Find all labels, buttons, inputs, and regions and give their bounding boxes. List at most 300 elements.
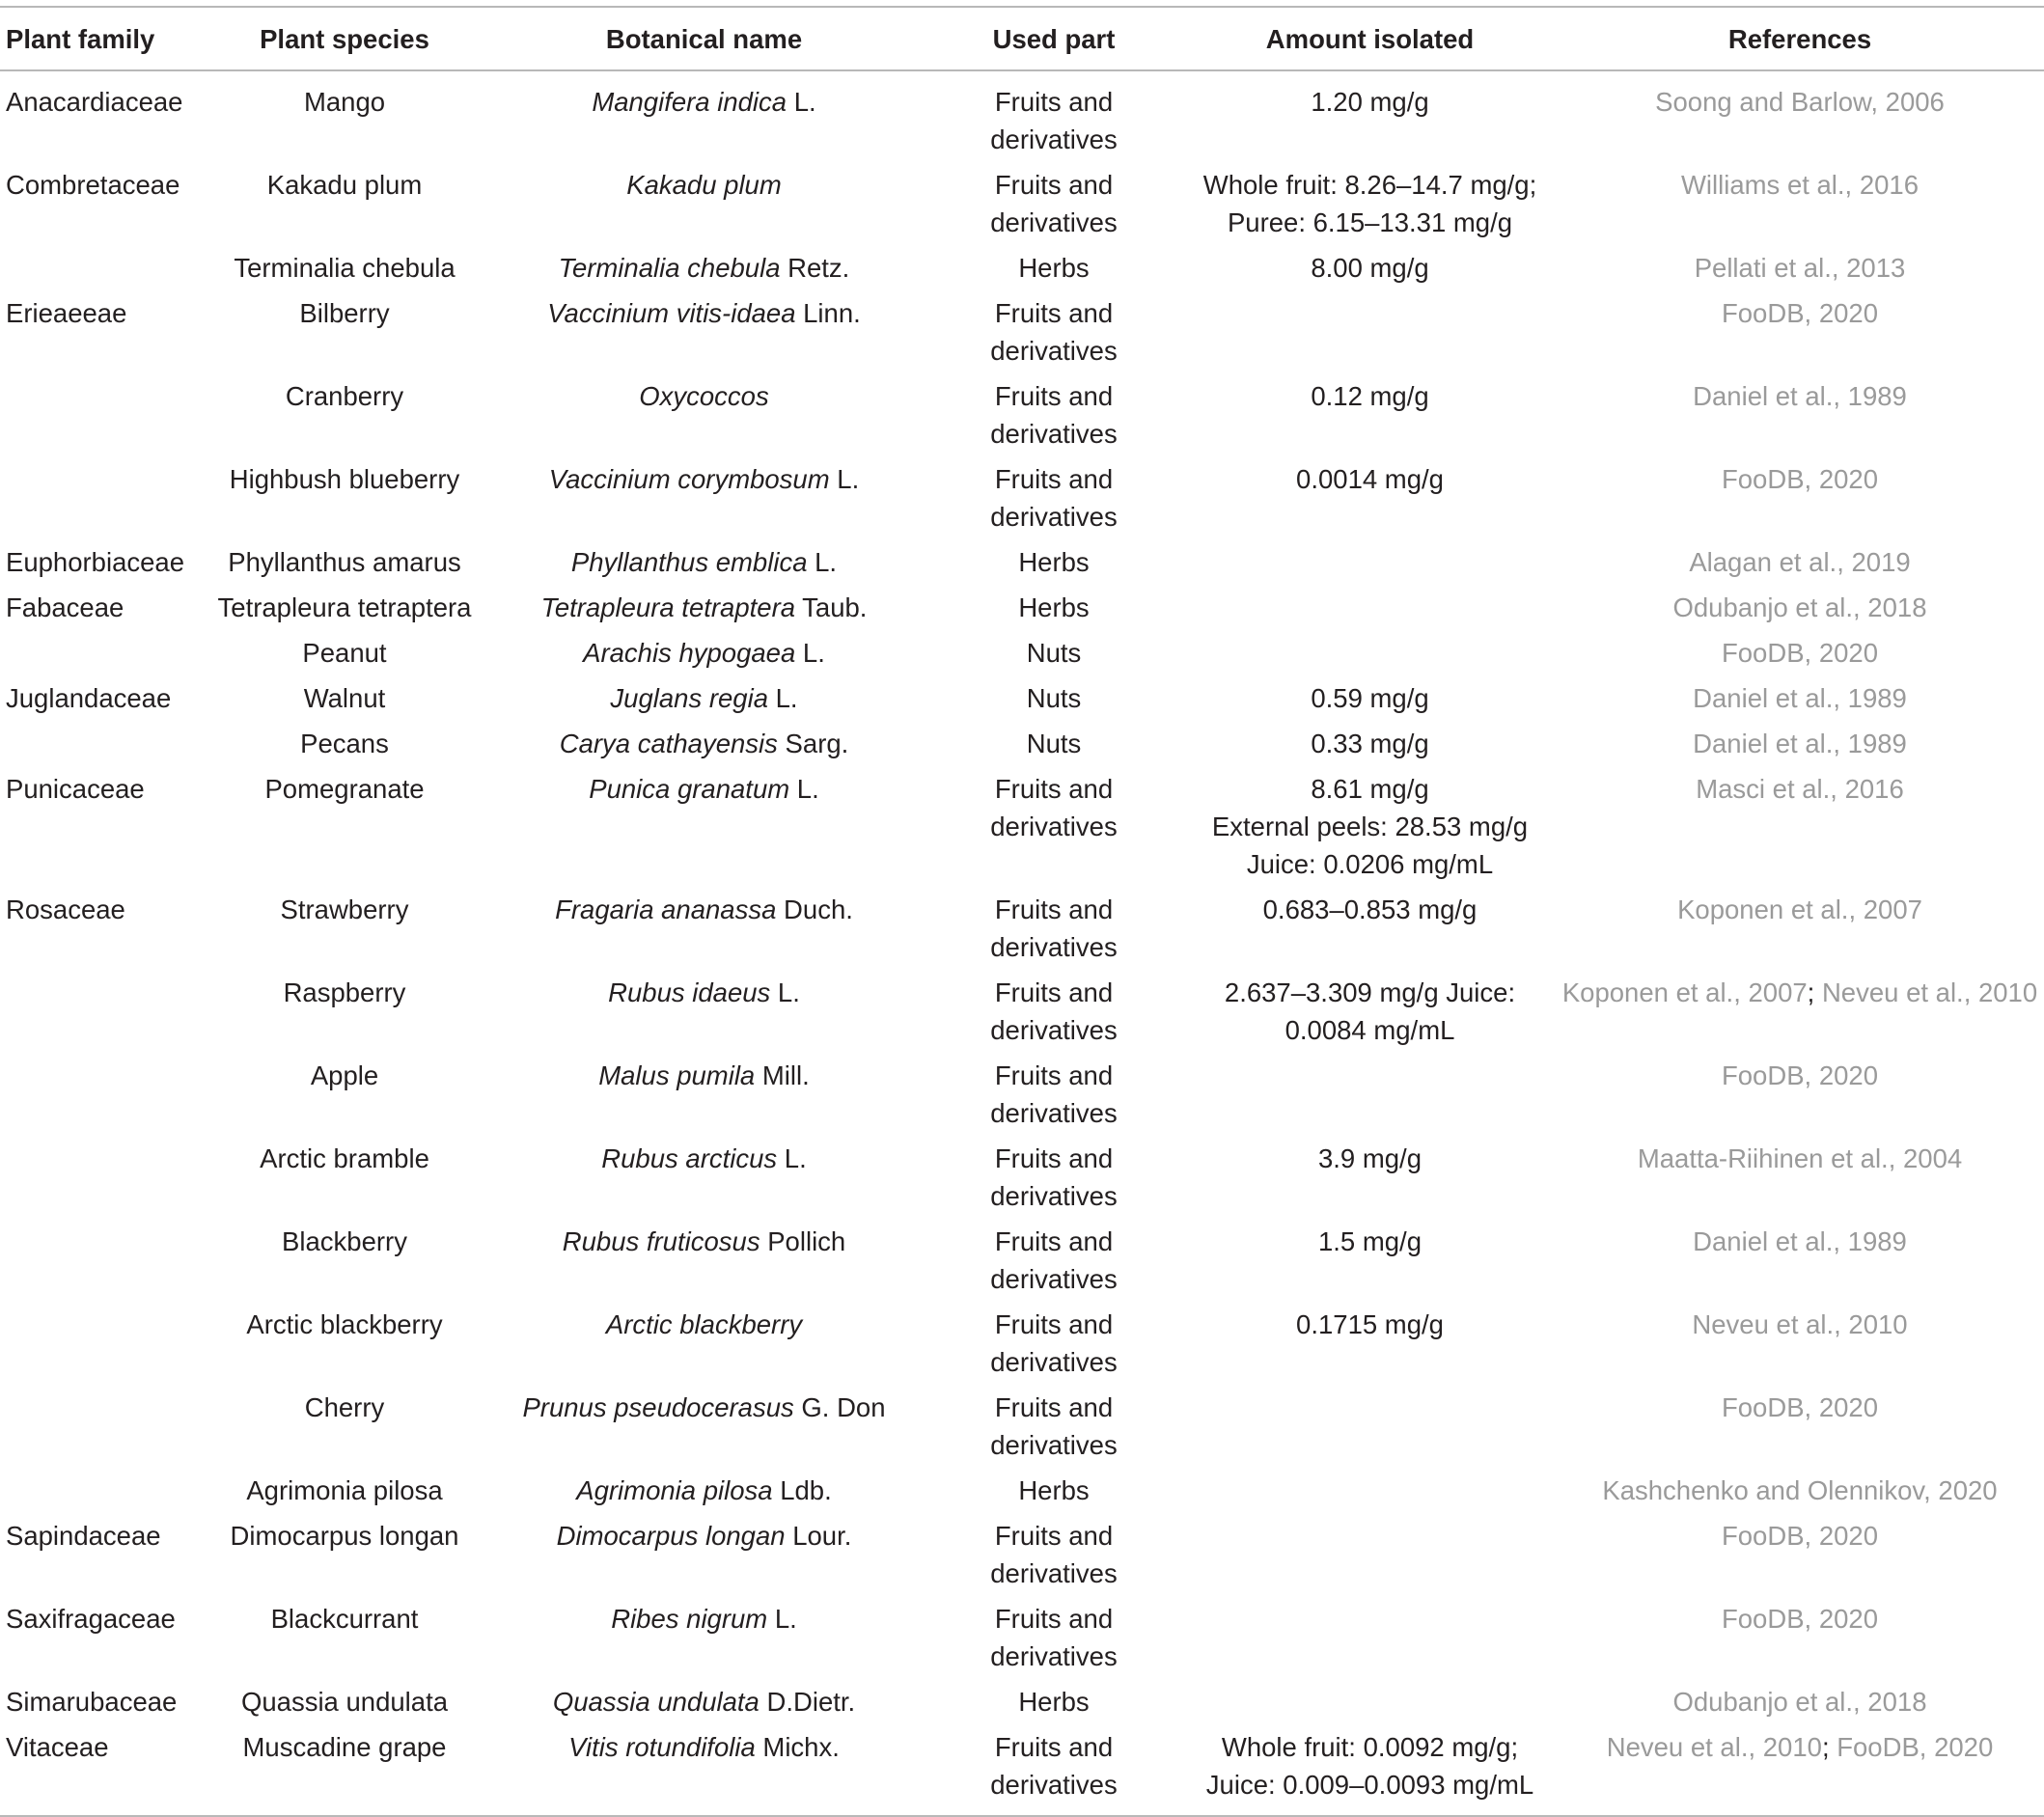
botanical-author: G. Don xyxy=(793,1392,886,1422)
plant-species-cell xyxy=(205,162,484,245)
botanical-name-cell xyxy=(484,1596,924,1679)
plant-species-cell xyxy=(205,290,484,373)
plant-species-cell xyxy=(205,970,484,1053)
plant-species-text: Mango xyxy=(303,87,386,117)
used-part-cell xyxy=(924,373,1184,456)
plant-species-text: Terminalia chebula xyxy=(234,253,456,283)
botanical-name-italic: Terminalia chebula xyxy=(558,253,781,283)
botanical-name-cell xyxy=(484,373,924,456)
amount-line: External peels: 28.53 mg/g xyxy=(1211,812,1529,841)
botanical-name-italic: Phyllanthus emblica xyxy=(570,547,808,577)
header-amount-isolated: Amount isolated xyxy=(1265,23,1475,54)
plant-family-cell xyxy=(0,70,205,162)
used-part-cell xyxy=(924,766,1184,887)
amount-line: Juice: 0.009–0.0093 mg/mL xyxy=(1205,1770,1534,1800)
plant-family-cell xyxy=(0,970,205,1053)
used-part-cell xyxy=(924,1136,1184,1219)
plant-species-cell xyxy=(205,456,484,539)
plant-species-text: Cranberry xyxy=(285,381,404,411)
plant-species-text: Arctic bramble xyxy=(260,1143,429,1173)
botanical-author: L. xyxy=(768,683,798,713)
plant-species-text: Bilberry xyxy=(299,298,390,328)
plant-family-text: Euphorbiaceae xyxy=(6,547,185,577)
amount-isolated-cell xyxy=(1184,245,1556,290)
plant-family-text: Rosaceae xyxy=(6,895,125,924)
references-cell xyxy=(1556,1513,2044,1596)
botanical-author: Michx. xyxy=(755,1732,840,1762)
amount-line: Puree: 6.15–13.31 mg/g xyxy=(1227,207,1513,237)
reference-link[interactable]: Masci et al., 2016 xyxy=(1696,774,1904,804)
references-cell xyxy=(1556,585,2044,630)
used-part-text: Fruits and derivatives xyxy=(990,1060,1118,1128)
botanical-name-italic: Rubus fruticosus xyxy=(562,1226,760,1256)
used-part-text: Fruits and derivatives xyxy=(990,774,1118,841)
table-row xyxy=(0,1724,2044,1816)
amount-isolated-cell xyxy=(1184,887,1556,970)
reference-link[interactable]: Odubanjo et al., 2018 xyxy=(1672,1687,1927,1717)
used-part-text: Fruits and derivatives xyxy=(990,464,1118,532)
used-part-text: Fruits and derivatives xyxy=(990,170,1118,237)
botanical-name-cell xyxy=(484,1302,924,1385)
header-plant-family: Plant family xyxy=(6,23,155,54)
table-body xyxy=(0,70,2044,1816)
table-row xyxy=(0,162,2044,245)
botanical-name-italic: Malus pumila xyxy=(598,1060,756,1090)
plant-species-text: Tetrapleura tetraptera xyxy=(217,592,472,622)
botanical-name-cell xyxy=(484,70,924,162)
plant-family-cell xyxy=(0,456,205,539)
used-part-text: Fruits and derivatives xyxy=(990,895,1118,962)
plant-species-text: Pomegranate xyxy=(264,774,425,804)
plant-species-text: Blackberry xyxy=(282,1226,407,1256)
references-cell xyxy=(1556,675,2044,721)
reference-link[interactable]: Soong and Barlow, 2006 xyxy=(1655,87,1945,117)
botanical-name-cell xyxy=(484,887,924,970)
amount-isolated-cell xyxy=(1184,1219,1556,1302)
botanical-name-italic: Mangifera indica xyxy=(592,87,787,117)
plant-family-cell xyxy=(0,766,205,887)
reference-link[interactable]: FooDB, 2020 xyxy=(1721,1521,1879,1551)
botanical-author: D.Dietr. xyxy=(759,1687,856,1717)
references-cell xyxy=(1556,1596,2044,1679)
amount-isolated-cell xyxy=(1184,1513,1556,1596)
amount-line: 3.9 mg/g xyxy=(1317,1143,1422,1173)
references-cell xyxy=(1556,456,2044,539)
botanical-author: L. xyxy=(807,547,838,577)
used-part-text: Herbs xyxy=(1018,592,1090,622)
references-cell xyxy=(1556,1468,2044,1513)
reference-link[interactable]: Maatta-Riihinen et al., 2004 xyxy=(1637,1143,1963,1173)
amount-line: Whole fruit: 8.26–14.7 mg/g; xyxy=(1202,170,1537,200)
plant-species-text: Kakadu plum xyxy=(266,170,423,200)
plant-family-cell xyxy=(0,1302,205,1385)
reference-separator: ; xyxy=(1821,1732,1837,1762)
used-part-cell xyxy=(924,245,1184,290)
used-part-text: Herbs xyxy=(1018,547,1090,577)
used-part-text: Fruits and derivatives xyxy=(990,1392,1118,1460)
plant-species-cell xyxy=(205,1513,484,1596)
plant-family-text: Saxifragaceae xyxy=(6,1604,176,1634)
references-cell xyxy=(1556,1219,2044,1302)
amount-line: 0.683–0.853 mg/g xyxy=(1262,895,1478,924)
table-row xyxy=(0,675,2044,721)
botanical-author: Linn. xyxy=(795,298,861,328)
amount-line: 0.0014 mg/g xyxy=(1296,464,1444,494)
used-part-cell xyxy=(924,290,1184,373)
botanical-name-italic: Rubus arcticus xyxy=(601,1143,778,1173)
used-part-cell xyxy=(924,70,1184,162)
table-row xyxy=(0,245,2044,290)
plant-species-cell xyxy=(205,766,484,887)
plant-species-cell xyxy=(205,887,484,970)
botanical-name-cell xyxy=(484,539,924,585)
plant-species-text: Highbush blueberry xyxy=(229,464,460,494)
references-cell xyxy=(1556,70,2044,162)
botanical-author: L. xyxy=(787,87,816,117)
botanical-name-cell xyxy=(484,456,924,539)
used-part-text: Fruits and derivatives xyxy=(990,1143,1118,1211)
botanical-name-cell xyxy=(484,585,924,630)
used-part-cell xyxy=(924,1053,1184,1136)
plant-species-text: Walnut xyxy=(303,683,386,713)
amount-isolated-cell xyxy=(1184,290,1556,373)
plant-family-text: Punicaceae xyxy=(6,774,145,804)
amount-line: Whole fruit: 0.0092 mg/g; xyxy=(1221,1732,1519,1762)
used-part-text: Nuts xyxy=(1026,683,1082,713)
amount-line: 8.00 mg/g xyxy=(1311,253,1429,283)
botanical-name-cell xyxy=(484,1136,924,1219)
amount-isolated-cell xyxy=(1184,1724,1556,1816)
references-cell xyxy=(1556,1679,2044,1724)
plant-family-cell xyxy=(0,290,205,373)
used-part-text: Fruits and derivatives xyxy=(990,298,1118,366)
botanical-author: Taub. xyxy=(795,592,868,622)
botanical-name-italic: Kakadu plum xyxy=(626,170,782,200)
plant-family-cell xyxy=(0,1468,205,1513)
amount-isolated-cell xyxy=(1184,766,1556,887)
plant-species-cell xyxy=(205,1385,484,1468)
botanical-author: Duch. xyxy=(776,895,853,924)
used-part-cell xyxy=(924,1513,1184,1596)
header-botanical-name: Botanical name xyxy=(605,23,803,54)
botanical-name-cell xyxy=(484,290,924,373)
plant-family-cell xyxy=(0,373,205,456)
amount-isolated-cell xyxy=(1184,1053,1556,1136)
botanical-author: Sarg. xyxy=(777,729,849,758)
amount-isolated-cell xyxy=(1184,630,1556,675)
botanical-name-italic: Fragaria ananassa xyxy=(555,895,777,924)
plant-family-cell xyxy=(0,630,205,675)
used-part-cell xyxy=(924,1679,1184,1724)
amount-isolated-cell xyxy=(1184,1385,1556,1468)
amount-isolated-cell xyxy=(1184,1136,1556,1219)
references-cell xyxy=(1556,373,2044,456)
botanical-name-italic: Juglans regia xyxy=(610,683,768,713)
plant-family-text: Combretaceae xyxy=(6,170,180,200)
botanical-name-cell xyxy=(484,1053,924,1136)
plant-species-cell xyxy=(205,585,484,630)
reference-link[interactable]: Neveu et al., 2010 xyxy=(1692,1309,1908,1339)
plant-family-cell xyxy=(0,1679,205,1724)
botanical-name-cell xyxy=(484,766,924,887)
botanical-name-cell xyxy=(484,162,924,245)
used-part-text: Fruits and derivatives xyxy=(990,977,1118,1045)
amount-isolated-cell xyxy=(1184,162,1556,245)
header-plant-species: Plant species xyxy=(260,23,429,54)
used-part-cell xyxy=(924,162,1184,245)
table-row xyxy=(0,1513,2044,1596)
table-row xyxy=(0,585,2044,630)
botanical-name-italic: Arachis hypogaea xyxy=(583,638,796,668)
amount-isolated-cell xyxy=(1184,1302,1556,1385)
botanical-name-italic: Ribes nigrum xyxy=(611,1604,768,1634)
plant-species-cell xyxy=(205,1219,484,1302)
used-part-text: Herbs xyxy=(1018,1687,1090,1717)
plant-species-cell xyxy=(205,1136,484,1219)
used-part-cell xyxy=(924,1596,1184,1679)
table-row xyxy=(0,766,2044,887)
table-row xyxy=(0,1679,2044,1724)
header-used-part: Used part xyxy=(992,23,1116,54)
table-row xyxy=(0,1302,2044,1385)
plant-family-cell xyxy=(0,162,205,245)
amount-isolated-cell xyxy=(1184,456,1556,539)
plant-family-cell xyxy=(0,721,205,766)
plant-species-text: Strawberry xyxy=(280,895,409,924)
plant-family-cell xyxy=(0,887,205,970)
plant-family-cell xyxy=(0,1053,205,1136)
plant-family-text: Vitaceae xyxy=(6,1732,109,1762)
plant-family-text: Juglandaceae xyxy=(6,683,172,713)
botanical-name-cell xyxy=(484,970,924,1053)
reference-link[interactable]: Neveu et al., 2010 xyxy=(1821,977,2038,1007)
botanical-name-cell xyxy=(484,675,924,721)
reference-link[interactable]: FooDB, 2020 xyxy=(1721,1392,1879,1422)
header-references: References xyxy=(1727,23,1872,54)
references-cell xyxy=(1556,1385,2044,1468)
botanical-name-cell xyxy=(484,245,924,290)
plant-family-cell xyxy=(0,1724,205,1816)
botanical-author: L. xyxy=(767,1604,797,1634)
used-part-text: Herbs xyxy=(1018,1475,1090,1505)
amount-line: 1.5 mg/g xyxy=(1317,1226,1422,1256)
botanical-name-cell xyxy=(484,1385,924,1468)
amount-isolated-cell xyxy=(1184,970,1556,1053)
plant-family-cell xyxy=(0,1513,205,1596)
used-part-text: Herbs xyxy=(1018,253,1090,283)
reference-link[interactable]: Koponen et al., 2007 xyxy=(1677,895,1922,924)
table-row xyxy=(0,1468,2044,1513)
table-row xyxy=(0,970,2044,1053)
used-part-text: Fruits and derivatives xyxy=(990,1732,1118,1800)
reference-link[interactable]: Koponen et al., 2007 xyxy=(1561,977,1808,1007)
plant-species-text: Dimocarpus longan xyxy=(230,1521,459,1551)
botanical-author: Retz. xyxy=(780,253,850,283)
amount-line: 0.33 mg/g xyxy=(1311,729,1429,758)
table-row xyxy=(0,887,2044,970)
amount-line: 2.637–3.309 mg/g Juice: xyxy=(1224,977,1516,1007)
references-cell xyxy=(1556,970,2044,1053)
plant-species-text: Raspberry xyxy=(283,977,406,1007)
amount-isolated-cell xyxy=(1184,1596,1556,1679)
plant-family-cell xyxy=(0,675,205,721)
plant-species-cell xyxy=(205,373,484,456)
plant-species-cell xyxy=(205,1724,484,1816)
table-header xyxy=(0,7,2044,70)
used-part-cell xyxy=(924,970,1184,1053)
botanical-name-cell xyxy=(484,1679,924,1724)
plant-family-text: Erieaeeae xyxy=(6,298,127,328)
botanical-author: L. xyxy=(770,977,800,1007)
plant-species-text: Cherry xyxy=(304,1392,385,1422)
used-part-cell xyxy=(924,630,1184,675)
botanical-name-italic: Prunus pseudocerasus xyxy=(522,1392,794,1422)
used-part-text: Fruits and derivatives xyxy=(990,381,1118,449)
amount-line: 0.0084 mg/mL xyxy=(1284,1015,1455,1045)
used-part-text: Nuts xyxy=(1026,638,1082,668)
reference-link[interactable]: Daniel et al., 1989 xyxy=(1693,1226,1907,1256)
reference-link[interactable]: Daniel et al., 1989 xyxy=(1693,683,1907,713)
plant-family-text: Sapindaceae xyxy=(6,1521,161,1551)
references-cell xyxy=(1556,539,2044,585)
plant-species-cell xyxy=(205,1679,484,1724)
references-cell xyxy=(1556,1302,2044,1385)
plant-species-cell xyxy=(205,1053,484,1136)
table-row xyxy=(0,721,2044,766)
reference-link[interactable]: FooDB, 2020 xyxy=(1721,638,1879,668)
references-cell xyxy=(1556,245,2044,290)
reference-link[interactable]: Kashchenko and Olennikov, 2020 xyxy=(1602,1475,1998,1505)
table-row xyxy=(0,1219,2044,1302)
botanical-name-italic: Tetrapleura tetraptera xyxy=(540,592,796,622)
table-row xyxy=(0,373,2044,456)
plant-species-text: Muscadine grape xyxy=(242,1732,447,1762)
reference-link[interactable]: Odubanjo et al., 2018 xyxy=(1672,592,1927,622)
table-row xyxy=(0,630,2044,675)
reference-link[interactable]: FooDB, 2020 xyxy=(1721,298,1879,328)
plant-species-text: Agrimonia pilosa xyxy=(246,1475,443,1505)
botanical-name-cell xyxy=(484,630,924,675)
reference-link[interactable]: FooDB, 2020 xyxy=(1721,464,1879,494)
references-cell xyxy=(1556,1724,2044,1816)
botanical-name-italic: Punica granatum xyxy=(589,774,790,804)
used-part-cell xyxy=(924,456,1184,539)
botanical-author: L. xyxy=(777,1143,807,1173)
plant-family-cell xyxy=(0,245,205,290)
plant-family-cell xyxy=(0,585,205,630)
plant-family-cell xyxy=(0,1136,205,1219)
used-part-cell xyxy=(924,1302,1184,1385)
table-row xyxy=(0,539,2044,585)
plant-family-cell xyxy=(0,539,205,585)
plant-species-cell xyxy=(205,1468,484,1513)
reference-separator: ; xyxy=(1807,977,1822,1007)
plant-species-cell xyxy=(205,630,484,675)
reference-link[interactable]: FooDB, 2020 xyxy=(1837,1732,1994,1762)
botanical-name-italic: Vaccinium corymbosum xyxy=(548,464,830,494)
botanical-name-cell xyxy=(484,1468,924,1513)
used-part-text: Nuts xyxy=(1026,729,1082,758)
plant-family-text: Anacardiaceae xyxy=(6,87,183,117)
botanical-name-cell xyxy=(484,721,924,766)
reference-link[interactable]: Daniel et al., 1989 xyxy=(1693,381,1907,411)
reference-link[interactable]: Williams et al., 2016 xyxy=(1680,170,1920,200)
botanical-name-italic: Dimocarpus longan xyxy=(556,1521,786,1551)
botanical-author: L. xyxy=(829,464,860,494)
plant-species-cell xyxy=(205,675,484,721)
table-row xyxy=(0,1053,2044,1136)
reference-link[interactable]: Neveu et al., 2010 xyxy=(1606,1732,1822,1762)
amount-isolated-cell xyxy=(1184,585,1556,630)
plant-family-cell xyxy=(0,1219,205,1302)
botanical-name-italic: Agrimonia pilosa xyxy=(576,1475,773,1505)
reference-link[interactable]: Pellati et al., 2013 xyxy=(1694,253,1906,283)
amount-isolated-cell xyxy=(1184,1679,1556,1724)
table-row xyxy=(0,1136,2044,1219)
used-part-cell xyxy=(924,585,1184,630)
amount-isolated-cell xyxy=(1184,373,1556,456)
plant-family-cell xyxy=(0,1596,205,1679)
plant-sources-table xyxy=(0,6,2044,1817)
references-cell xyxy=(1556,1136,2044,1219)
used-part-cell xyxy=(924,887,1184,970)
used-part-cell xyxy=(924,539,1184,585)
amount-isolated-cell xyxy=(1184,675,1556,721)
plant-family-text: Fabaceae xyxy=(6,592,124,622)
used-part-text: Fruits and derivatives xyxy=(990,1226,1118,1294)
botanical-author: Lour. xyxy=(785,1521,852,1551)
botanical-author: L. xyxy=(789,774,819,804)
references-cell xyxy=(1556,721,2044,766)
table-row xyxy=(0,1385,2044,1468)
plant-species-cell xyxy=(205,539,484,585)
references-cell xyxy=(1556,766,2044,887)
plant-species-text: Apple xyxy=(310,1060,379,1090)
plant-species-cell xyxy=(205,70,484,162)
botanical-name-cell xyxy=(484,1724,924,1816)
amount-line: 1.20 mg/g xyxy=(1311,87,1429,117)
table-row xyxy=(0,290,2044,373)
references-cell xyxy=(1556,1053,2044,1136)
botanical-name-italic: Vaccinium vitis-idaea xyxy=(547,298,796,328)
reference-link[interactable]: Alagan et al., 2019 xyxy=(1689,547,1911,577)
plant-species-cell xyxy=(205,1596,484,1679)
references-cell xyxy=(1556,162,2044,245)
plant-species-text: Blackcurrant xyxy=(270,1604,419,1634)
used-part-cell xyxy=(924,675,1184,721)
botanical-name-cell xyxy=(484,1219,924,1302)
plant-species-cell xyxy=(205,721,484,766)
used-part-cell xyxy=(924,1468,1184,1513)
reference-link[interactable]: FooDB, 2020 xyxy=(1721,1604,1879,1634)
amount-line: 0.12 mg/g xyxy=(1311,381,1429,411)
used-part-text: Fruits and derivatives xyxy=(990,87,1118,154)
plant-family-cell xyxy=(0,1385,205,1468)
reference-link[interactable]: Daniel et al., 1989 xyxy=(1693,729,1907,758)
amount-line: Juice: 0.0206 mg/mL xyxy=(1246,849,1494,879)
table-row xyxy=(0,456,2044,539)
amount-isolated-cell xyxy=(1184,1468,1556,1513)
plant-family-text: Simarubaceae xyxy=(6,1687,178,1717)
reference-link[interactable]: FooDB, 2020 xyxy=(1721,1060,1879,1090)
amount-line: 8.61 mg/g xyxy=(1311,774,1429,804)
botanical-name-italic: Oxycoccos xyxy=(639,381,769,411)
amount-isolated-cell xyxy=(1184,70,1556,162)
header-row xyxy=(0,7,2044,70)
references-cell xyxy=(1556,887,2044,970)
plant-species-text: Peanut xyxy=(302,638,387,668)
used-part-cell xyxy=(924,1724,1184,1816)
